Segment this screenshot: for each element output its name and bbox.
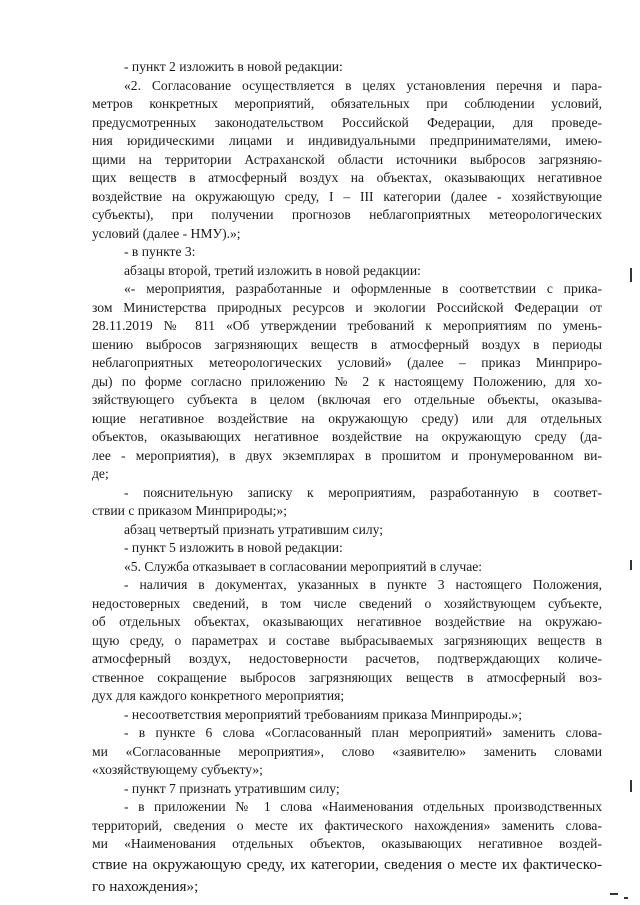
text-line: воздействие на окружающую среду, I – III категории (далее - хозяйствующие xyxy=(92,188,602,204)
scan-margin-mark xyxy=(630,780,632,792)
text-line: щими на территории Астраханской области источники выбросов загрязняю- xyxy=(92,151,602,167)
text-line: ствии с приказом Минприроды;»; xyxy=(92,503,287,518)
text-line: недостоверных сведений, в том числе сведений о хозяйствующем субъекте, xyxy=(92,595,602,611)
text-line: «2. Согласование осуществляется в целях установления перечня и пара- xyxy=(124,77,602,93)
text-line: условий (далее - НМУ).»; xyxy=(92,225,241,241)
text-line: - пояснительную записку к мероприятиям, разработанную в соответ- xyxy=(124,484,602,500)
text-line: предусмотренных законодательством Российской Федерации, для проведе- xyxy=(92,114,602,130)
text-line: «5. Служба отказывает в согласовании мероприятий в случае: xyxy=(124,558,483,574)
scan-margin-mark xyxy=(630,560,632,570)
document-body xyxy=(92,58,602,898)
text-line: ственное сокращение выбросов загрязняющих веществ в атмосферный воз- xyxy=(92,669,602,685)
scan-corner-mark xyxy=(624,897,628,899)
text-line: ющие негативное воздействие на окружающую среду) или для отдельных xyxy=(92,410,602,426)
text-line: щую среду, о параметрах и составе выбрасываемых загрязняющих веществ в xyxy=(92,632,602,648)
text-line: ствие на окружающую среду, их категории, сведения о месте их фактическо- xyxy=(92,855,602,873)
text-line: неблагоприятных метеорологических условий» (далее – приказ Минприро- xyxy=(92,355,602,370)
text-line: 28.11.2019 № 811 «Об утверждении требований к мероприятиям по умень- xyxy=(92,318,602,333)
text-line: абзацы второй, третий изложить в новой редакции: xyxy=(124,262,421,278)
text-line: шению выбросов загрязняющих веществ в атмосферный воздух в периоды xyxy=(92,336,602,352)
text-line: ми «Наименования отдельных объектов, оказывающих негативное воздей- xyxy=(92,836,602,851)
text-line: го нахождения»; xyxy=(92,877,199,895)
text-line: - пункт 2 изложить в новой редакции: xyxy=(124,59,343,74)
text-line: дух для каждого конкретного мероприятия; xyxy=(92,688,345,703)
text-line: «хозяйствующему субъекту»; xyxy=(92,762,263,777)
text-line: субъекты), при получении прогнозов неблагоприятных метеорологических xyxy=(92,207,602,222)
text-line: - несоответствия мероприятий требованиям приказа Минприроды.»; xyxy=(124,706,522,722)
text-line: лее - мероприятия), в двух экземплярах в прошитом и пронумерованном ви- xyxy=(92,447,602,463)
text-line: атмосферный воздух, недостоверности расчетов, подтверждающих количе- xyxy=(92,651,602,666)
text-line: - наличия в документах, указанных в пункте 3 настоящего Положения, xyxy=(124,577,602,592)
scan-corner-mark xyxy=(610,893,618,895)
text-line: ды) по форме согласно приложению № 2 к настоящему Положению, для хо- xyxy=(92,373,602,389)
text-line: - в пункте 6 слова «Согласованный план мероприятий» заменить слова- xyxy=(124,725,602,740)
text-line: об отдельных объектах, оказывающих негативное воздействие на окружаю- xyxy=(92,614,602,629)
text-line: территорий, сведения о месте их фактического нахождения» заменить слова- xyxy=(92,817,602,833)
text-line: - в пункте 3: xyxy=(124,244,196,259)
text-line: объектов, оказывающих негативное воздействие на окружающую среду (да- xyxy=(92,429,602,444)
text-line: - в приложении № 1 слова «Наименования отдельных производственных xyxy=(124,799,602,814)
text-line: ния юридическими лицами и индивидуальными предпринимателями, имею- xyxy=(92,133,602,148)
text-line: де; xyxy=(92,466,109,481)
text-line: щих веществ в атмосферный воздух на объектах, оказывающих негативное xyxy=(92,170,602,185)
text-line: ми «Согласованные мероприятия», слово «заявителю» заменить словами xyxy=(92,743,602,759)
text-line: метров конкретных мероприятий, обязательных при соблюдении условий, xyxy=(92,96,602,111)
text-line: абзац четвертый признать утратившим силу; xyxy=(124,521,384,537)
scan-margin-mark xyxy=(630,268,632,282)
text-line: «- мероприятия, разработанные и оформленные в соответствии с прика- xyxy=(124,281,602,296)
text-line: зяйствующего субъекта в целом (включая его отдельные объекты, оказыва- xyxy=(92,392,602,407)
text-line: - пункт 5 изложить в новой редакции: xyxy=(124,540,343,555)
text-line: зом Министерства природных ресурсов и экологии Российской Федерации от xyxy=(92,299,602,315)
text-line: - пункт 7 признать утратившим силу; xyxy=(124,780,340,796)
